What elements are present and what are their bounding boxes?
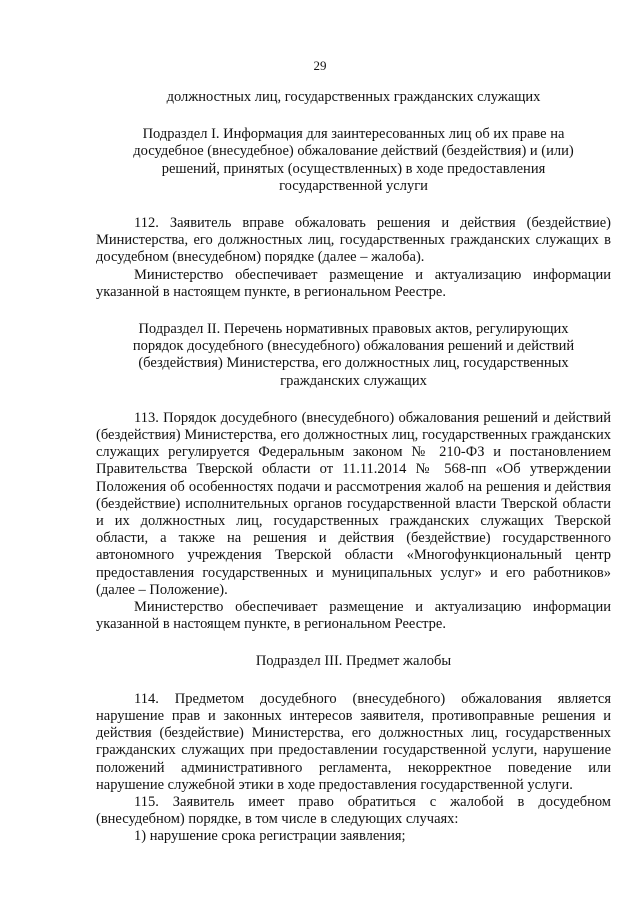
- paragraph-113: 113. Порядок досудебного (внесудебного) обжалования решений и действий (бездействия) Министерства, его должностных лиц, государственных гражданских служащих регулируется Федеральным законом № 210-ФЗ и постановлением Правительства Тверской области от 11.11.2014 № 568-пп «Об утверждении Положения об особенностях подачи и рассмотрения жалоб на решения и действия (бездействие) исполнительных органов государственной власти Тверской области и их должностных лиц, государственных гражданских служащих Тверской области, а также на решения и действия (бездействие) государственного автономного учреждения Тверской области «Многофункциональный центр предоставления государственных и муниципальных услуг» и его работников» (далее – Положение).: [96, 409, 611, 598]
- paragraph-115: 115. Заявитель имеет право обратиться с жалобой в досудебном (внесудебном) порядке, в том числе в следующих случаях:: [96, 793, 611, 828]
- paragraph-113-registry-note: Министерство обеспечивает размещение и актуализацию информации указанной в настоящем пункте, в региональном Реестре.: [96, 599, 611, 633]
- paragraph-115-item-1: 1) нарушение срока регистрации заявления;: [134, 828, 406, 845]
- page-number: 29: [313, 58, 327, 73]
- subsection-2-heading: Подраздел II. Перечень нормативных правовых актов, регулирующих порядок досудебного (внесудебного) обжалования решений и действий (бездействия) Министерства, его должностных лиц, государственных гражданских служащих: [132, 321, 575, 389]
- paragraph-112: 112. Заявитель вправе обжаловать решения и действия (бездействие) Министерства, его должностных лиц, государственных гражданских служащих в досудебном (внесудебном) порядке (далее – жалоба).: [96, 215, 611, 266]
- document-body: [96, 89, 611, 846]
- paragraph-114: 114. Предметом досудебного (внесудебного) обжалования является нарушение прав и законных интересов заявителя, противоправные решения и действия (бездействие) Министерства, его должностных лиц, государственных гражданских служащих при предоставлении государственной услуги, нарушение положений административного регламента, некорректное поведение или нарушение служебной этики в ходе предоставления государственной услуги.: [96, 690, 611, 793]
- subsection-3-heading: Подраздел III. Предмет жалобы: [255, 653, 452, 670]
- continuation-line: должностных лиц, государственных гражданских служащих: [166, 89, 541, 105]
- section-gap: [96, 633, 611, 653]
- subsection-1-heading: Подраздел I. Информация для заинтересованных лиц об их праве на досудебное (внесудебное) обжалование действий (бездействия) и (или) решений, принятых (осуществленных) в ходе предоставления государственной услуги: [133, 126, 574, 194]
- section-gap: [96, 301, 611, 321]
- paragraph-112-registry-note: Министерство обеспечивает размещение и актуализацию информации указанной в настоящем пункте, в региональном Реестре.: [96, 266, 611, 300]
